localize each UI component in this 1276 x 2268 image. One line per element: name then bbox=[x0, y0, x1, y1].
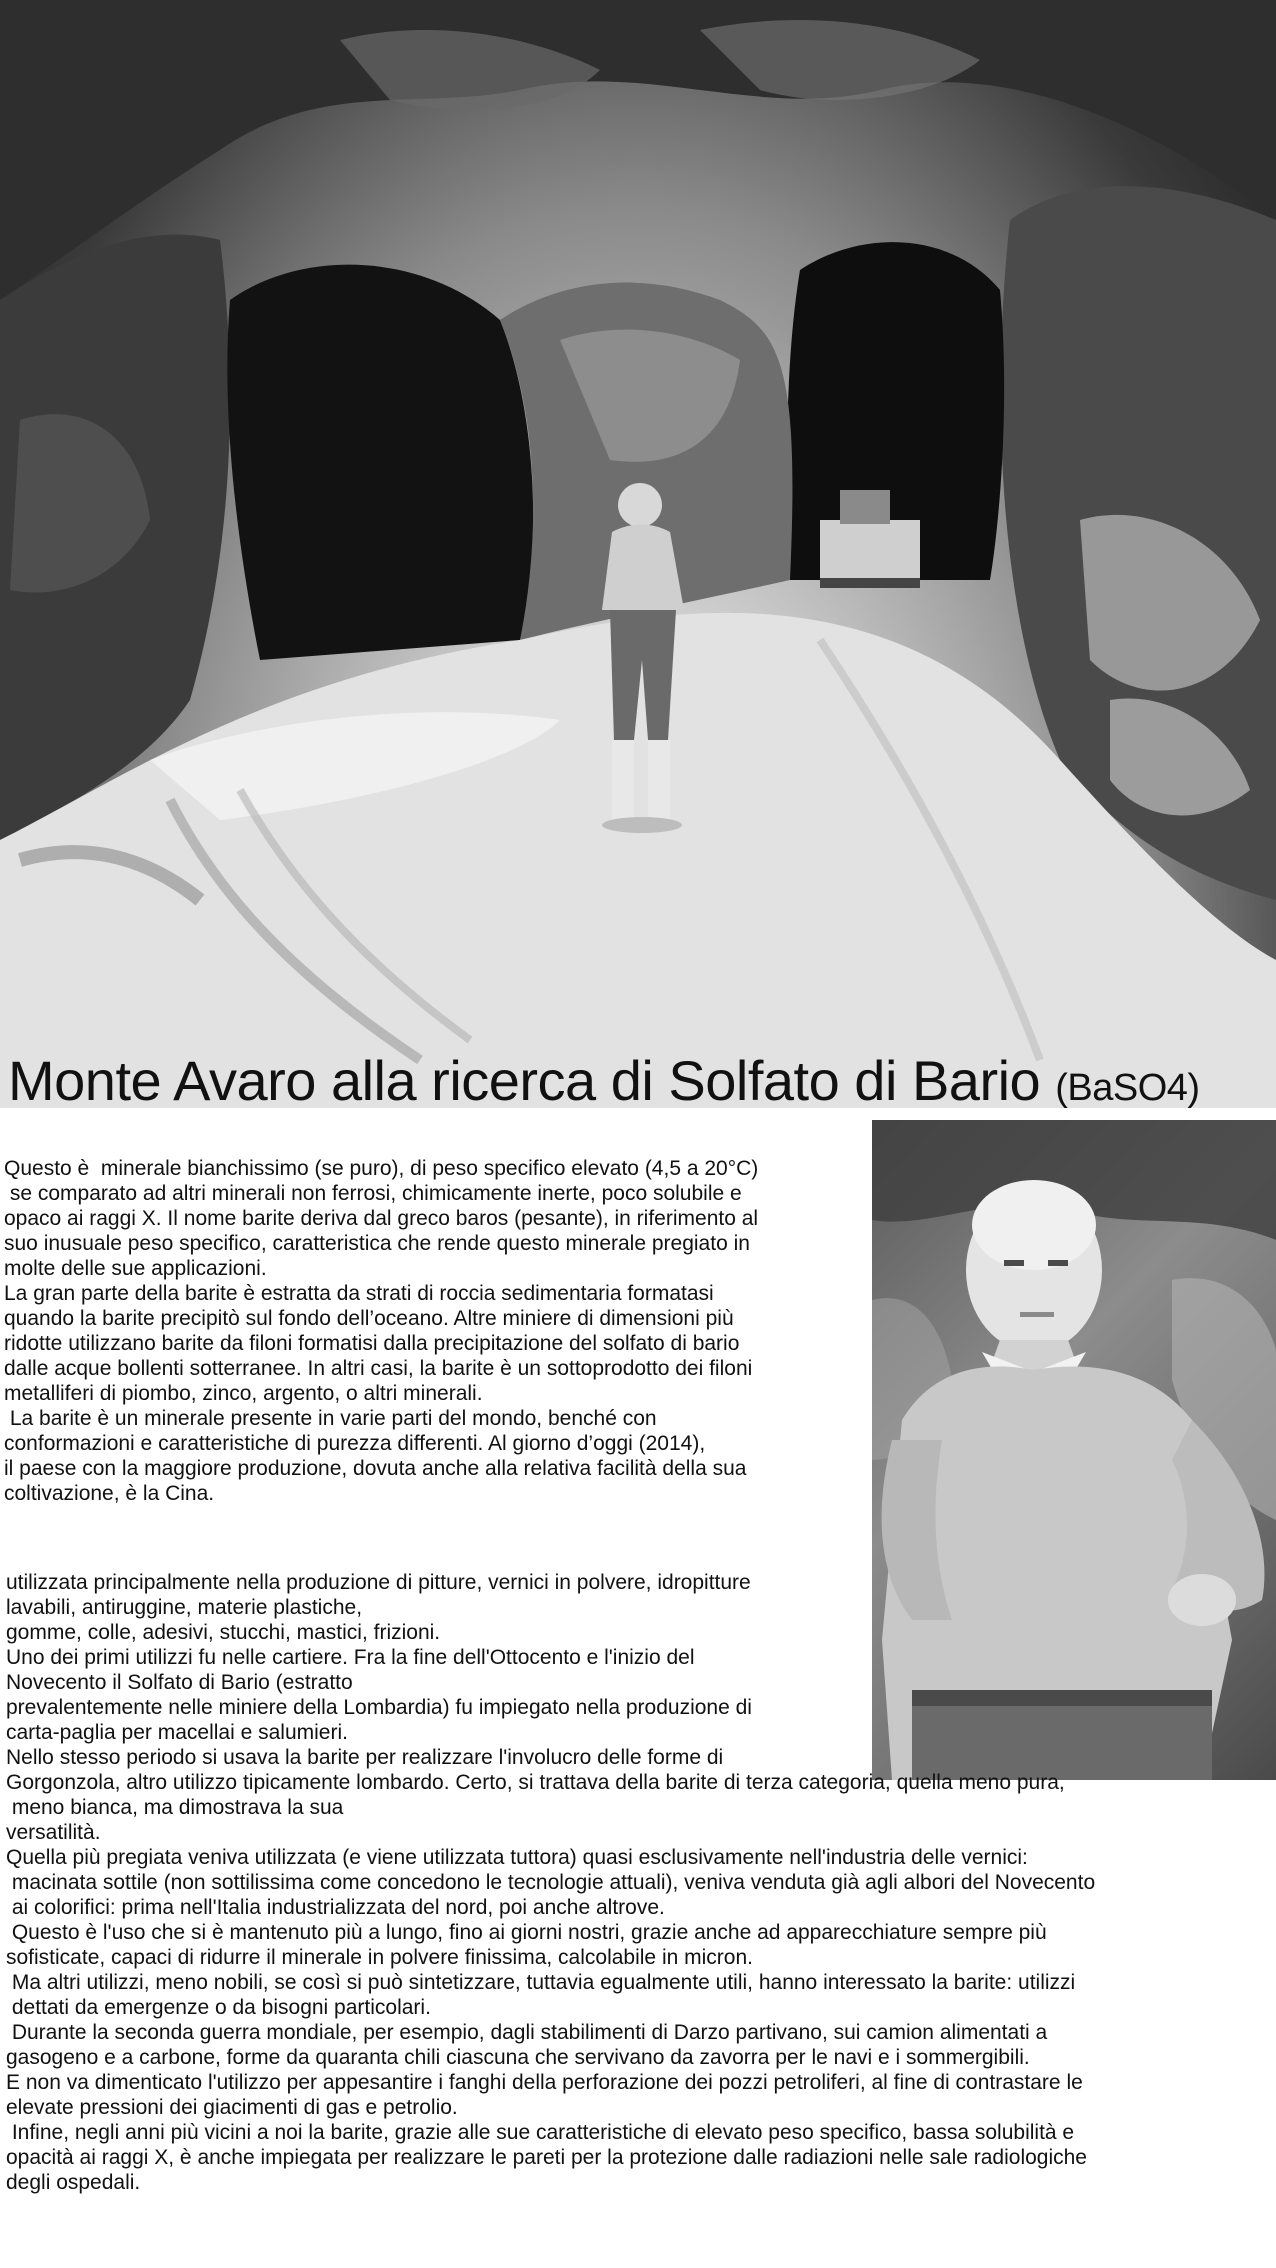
mine-tunnel-illustration bbox=[0, 0, 1276, 1108]
text-line: Gorgonzola, altro utilizzo tipicamente lombardo. Certo, si trattava della barite di terza categoria, quella meno pura, bbox=[6, 1771, 1065, 1794]
intro-text bbox=[4, 1156, 870, 1506]
text-line: utilizzata principalmente nella produzione di pitture, vernici in polvere, idropitture bbox=[6, 1571, 751, 1594]
text-line: metalliferi di piombo, zinco, argento, o altri minerali. bbox=[4, 1382, 483, 1405]
uses-text bbox=[6, 1570, 1272, 2195]
text-line: carta-paglia per macellai e salumieri. bbox=[6, 1721, 348, 1744]
text-line: Infine, negli anni più vicini a noi la barite, grazie alle sue caratteristiche di elevato peso specifico, bassa solubilità e bbox=[6, 2121, 1075, 2144]
text-line: Questo è minerale bianchissimo (se puro), di peso specifico elevato (4,5 a 20°C) bbox=[4, 1157, 759, 1180]
text-line: il paese con la maggiore produzione, dovuta anche alla relativa facilità della sua bbox=[4, 1457, 747, 1480]
page-title bbox=[8, 1046, 1200, 1123]
text-line: meno bianca, ma dimostrava la sua bbox=[6, 1796, 344, 1819]
text-line: ai colorifici: prima nell'Italia industrializzata del nord, poi anche altrove. bbox=[6, 1896, 665, 1919]
text-line: lavabili, antiruggine, materie plastiche, bbox=[6, 1596, 363, 1619]
text-line: Questo è l'uso che si è mantenuto più a lungo, fino ai giorni nostri, grazie anche ad apparecchiature sempre più bbox=[6, 1921, 1047, 1944]
text-line: gasogeno e a carbone, forme da quaranta chili ciascuna che servivano da zavorra per le navi e i sommergibili. bbox=[6, 2046, 1030, 2069]
text-line: Nello stesso periodo si usava la barite per realizzare l'involucro delle forme di bbox=[6, 1746, 724, 1769]
text-line: La barite è un minerale presente in varie parti del mondo, benché con bbox=[4, 1407, 657, 1430]
title-main: Monte Avaro alla ricerca di Solfato di Bario bbox=[8, 1049, 1041, 1112]
text-line: prevalentemente nelle miniere della Lombardia) fu impiegato nella produzione di bbox=[6, 1696, 752, 1719]
mine-tunnel-photo bbox=[0, 0, 1276, 1108]
text-line: quando la barite precipitò sul fondo dell’oceano. Altre miniere di dimensioni più bbox=[4, 1307, 734, 1330]
text-line: La gran parte della barite è estratta da strati di roccia sedimentaria formatasi bbox=[4, 1282, 714, 1305]
text-line: gomme, colle, adesivi, stucchi, mastici, frizioni. bbox=[6, 1621, 441, 1644]
text-line: Quella più pregiata veniva utilizzata (e viene utilizzata tuttora) quasi esclusivamente nell'industria delle vernici: bbox=[6, 1846, 1028, 1869]
text-line: degli ospedali. bbox=[6, 2171, 141, 2194]
text-line: conformazioni e caratteristiche di purezza differenti. Al giorno d’oggi (2014), bbox=[4, 1432, 706, 1455]
text-line: se comparato ad altri minerali non ferrosi, chimicamente inerte, poco solubile e bbox=[4, 1182, 742, 1205]
text-line: dettati da emergenze o da bisogni particolari. bbox=[6, 1996, 431, 2019]
text-line: sofisticate, capaci di ridurre il minerale in polvere finissima, calcolabile in micron. bbox=[6, 1946, 753, 1969]
text-line: suo inusuale peso specifico, caratteristica che rende questo minerale pregiato in bbox=[4, 1232, 750, 1255]
text-line: elevate pressioni dei giacimenti di gas e petrolio. bbox=[6, 2096, 458, 2119]
text-line: molte delle sue applicazioni. bbox=[4, 1257, 267, 1280]
text-line: coltivazione, è la Cina. bbox=[4, 1482, 215, 1505]
text-line: Novecento il Solfato di Bario (estratto bbox=[6, 1671, 353, 1694]
text-line: ridotte utilizzano barite da filoni formatisi dalla precipitazione del solfato di bario bbox=[4, 1332, 740, 1355]
text-line: Durante la seconda guerra mondiale, per esempio, dagli stabilimenti di Darzo partivano, sui camion alimentati a bbox=[6, 2021, 1048, 2044]
text-line: opacità ai raggi X, è anche impiegata per realizzare le pareti per la protezione dalle radiazioni nelle sale radiologiche bbox=[6, 2146, 1087, 2169]
text-line: opaco ai raggi X. Il nome barite deriva dal greco baros (pesante), in riferimento al bbox=[4, 1207, 759, 1230]
text-line: macinata sottile (non sottilissima come concedono le tecnologie attuali), veniva venduta già agli albori del Novecento bbox=[6, 1871, 1096, 1894]
text-line: E non va dimenticato l'utilizzo per appesantire i fanghi della perforazione dei pozzi petroliferi, al fine di contrastare le bbox=[6, 2071, 1083, 2094]
text-line: Ma altri utilizzi, meno nobili, se così si può sintetizzare, tuttavia egualmente utili, hanno interessato la barite: utilizzi bbox=[6, 1971, 1076, 1994]
text-line: Uno dei primi utilizzi fu nelle cartiere. Fra la fine dell'Ottocento e l'inizio del bbox=[6, 1646, 695, 1669]
text-line: dalle acque bollenti sotterranee. In altri casi, la barite è un sottoprodotto dei filoni bbox=[4, 1357, 753, 1380]
text-line: versatilità. bbox=[6, 1821, 101, 1844]
title-formula: (BaSO4) bbox=[1055, 1067, 1200, 1109]
